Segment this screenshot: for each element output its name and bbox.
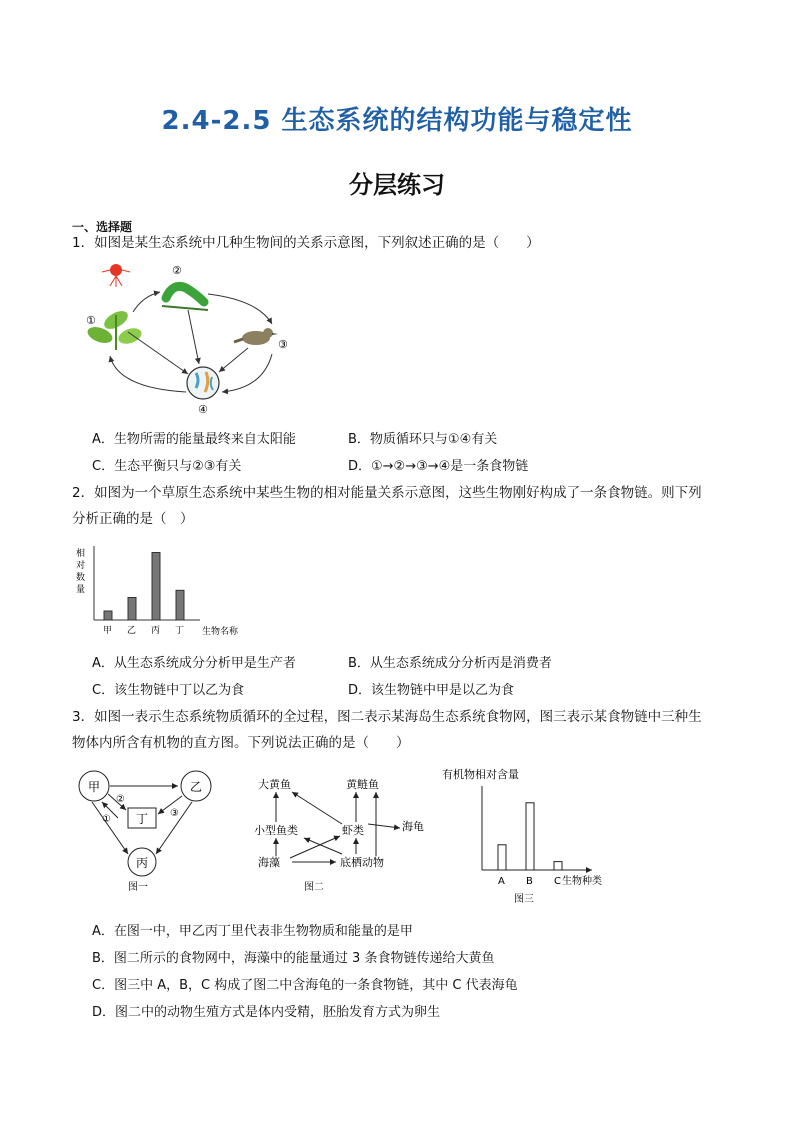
q1-option-a: A．生物所需的能量最终来自太阳能 (92, 432, 296, 447)
fig2-caption: 图二 (304, 882, 324, 893)
bird-icon (234, 328, 278, 345)
fig2-node-huang-ji-yu: 黄鲢鱼 (346, 778, 379, 791)
q2-bar-3 (176, 590, 184, 620)
q1-relationship-figure (78, 260, 308, 420)
fig1-node-bing: 丙 (136, 856, 149, 870)
q2-tick-label-0: 甲 (103, 626, 113, 636)
q3-option-a: A．在图一中，甲乙丙丁里代表非生物物质和能量的是甲 (92, 924, 413, 939)
fig3-tick-label-0: A (498, 876, 505, 887)
q3-figure-2 (252, 766, 432, 896)
q1-stem: 1．如图是某生态系统中几种生物间的关系示意图，下列叙述正确的是（ ） (72, 235, 540, 251)
decomposer-icon (187, 367, 219, 399)
q3-option-c: C．图三中 A，B，C 构成了图二中含海龟的一条食物链，其中 C 代表海龟 (92, 978, 518, 993)
q2-tick-label-1: 乙 (127, 626, 137, 636)
q3-stem-line1: 3．如图一表示生态系统物质循环的全过程，图二表示某海岛生态系统食物网，图三表示某食物链中三种生 (72, 709, 702, 725)
fig3-bar-1 (526, 803, 534, 870)
fig1-caption: 图一 (128, 882, 148, 893)
fig2-node-xiao-xing-yu: 小型鱼类 (254, 824, 298, 837)
q1-option-c: C．生态平衡只与②③有关 (92, 459, 242, 474)
q2-ylabel-2: 数 (76, 573, 86, 583)
q2-option-d: D．该生物链中甲是以乙为食 (348, 683, 515, 698)
fig2-node-hai-gui: 海龟 (402, 820, 424, 833)
fig1-arrow-1: ① (102, 814, 111, 825)
fig3-bar-2 (554, 862, 562, 870)
q2-option-b: B．从生态系统成分分析丙是消费者 (348, 656, 552, 671)
q1-label-1: ① (86, 314, 96, 327)
q2-ylabel-3: 量 (76, 585, 86, 595)
caterpillar-icon (162, 286, 208, 310)
q3-option-d: D．图二中的动物生殖方式是体内受精，胚胎发育方式为卵生 (92, 1005, 441, 1020)
q3-figure-1 (72, 766, 222, 896)
fig3-caption: 图三 (514, 894, 534, 905)
q2-tick-label-2: 丙 (151, 626, 161, 636)
q3-option-b: B．图二所示的食物网中，海藻中的能量通过 3 条食物链传递给大黄鱼 (92, 951, 495, 966)
q2-ylabel-1: 对 (76, 561, 86, 571)
q1-label-3: ③ (278, 338, 288, 351)
fig2-node-xia-lei: 虾类 (342, 824, 364, 837)
fig3-bar-0 (498, 845, 506, 870)
q2-stem-line1: 2．如图为一个草原生态系统中某些生物的相对能量关系示意图，这些生物刚好构成了一条食物链。则下列 (72, 485, 702, 501)
q2-bar-2 (152, 553, 160, 621)
q1-label-4: ④ (198, 403, 208, 416)
q3-stem-line2: 物体内所含有机物的直方图。下列说法正确的是（ ） (72, 735, 410, 751)
fig1-arrow-2: ② (116, 794, 125, 805)
section-heading: 一、选择题 (72, 220, 133, 234)
fig3-xlabel: 生物种类 (562, 876, 602, 887)
page-title: 2.4-2.5 生态系统的结构功能与稳定性 (161, 106, 633, 136)
q1-option-b: B．物质循环只与①④有关 (348, 432, 498, 447)
fig2-node-hai-zao: 海藻 (258, 856, 280, 869)
fig1-arrow-3: ③ (170, 808, 179, 819)
q1-option-d: D．①→②→③→④是一条食物链 (348, 459, 529, 474)
fig2-node-da-huang-yu: 大黄鱼 (258, 778, 291, 791)
q2-xlabel: 生物名称 (202, 627, 239, 637)
q2-tick-label-3: 丁 (175, 626, 185, 636)
sun-icon (102, 264, 130, 287)
q3-figure-3 (442, 762, 632, 908)
fig3-tick-label-2: C (554, 876, 561, 887)
fig3-tick-label-1: B (526, 876, 533, 887)
q2-bar-1 (128, 598, 136, 621)
q2-option-c: C．该生物链中丁以乙为食 (92, 683, 245, 698)
fig1-node-ding: 丁 (136, 812, 149, 826)
q2-stem-line2: 分析正确的是（ ） (72, 511, 194, 527)
q2-option-a: A．从生态系统成分分析甲是生产者 (92, 656, 296, 671)
q1-label-2: ② (172, 264, 182, 277)
fig1-node-jia: 甲 (88, 780, 101, 794)
q2-bar-0 (104, 611, 112, 620)
q2-bar-chart (72, 540, 262, 640)
fig1-node-yi: 乙 (190, 780, 203, 794)
fig3-ylabel: 有机物相对含量 (442, 768, 519, 781)
q2-ylabel-0: 相 (76, 549, 86, 559)
fig2-node-di-qi: 底栖动物 (340, 856, 384, 869)
page-subtitle: 分层练习 (349, 171, 445, 199)
